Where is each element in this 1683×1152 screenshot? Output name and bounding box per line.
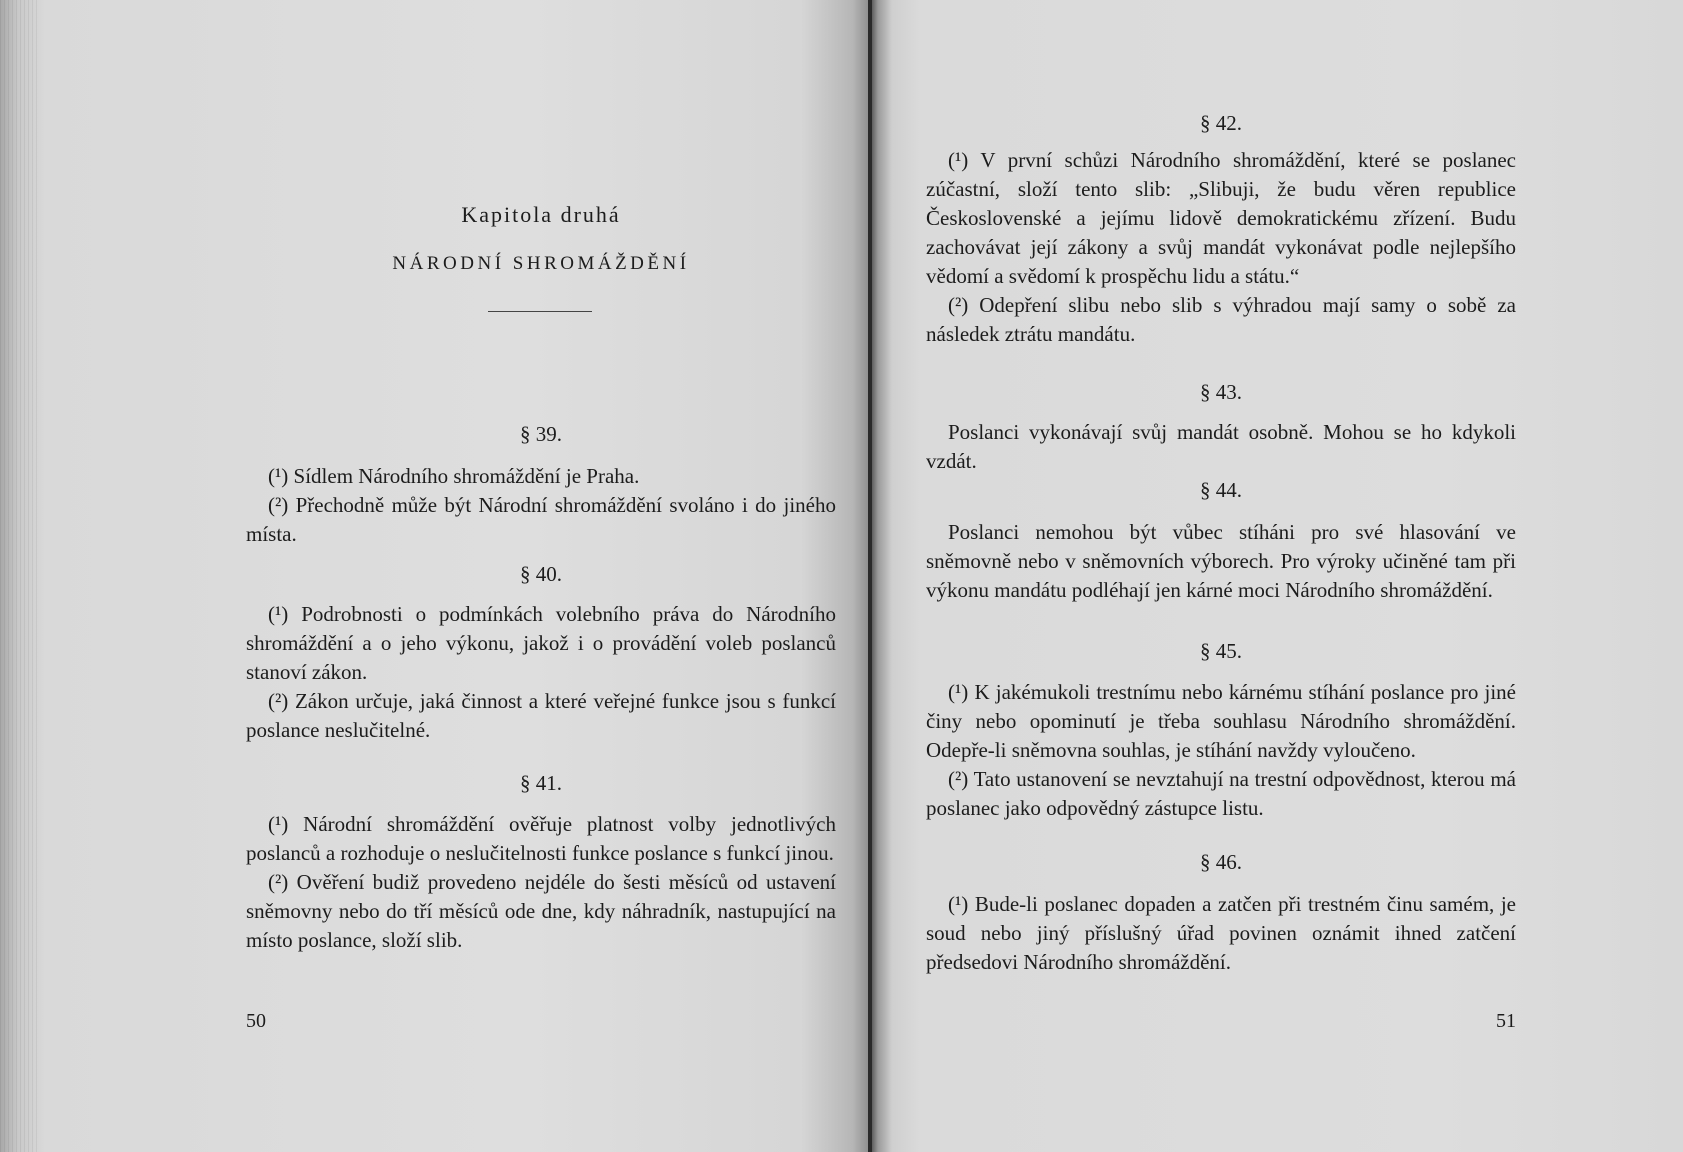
section-43-paragraph-1: Poslanci vykonávají svůj mandát osobně. Mohou se ho kdykoli vzdát. [926, 420, 1516, 473]
section-46-body [926, 890, 1516, 977]
chapter-title: NÁRODNÍ SHROMÁŽDĚNÍ [392, 253, 690, 274]
section-42-paragraph-2: (²) Odepření slibu nebo slib s výhradou mají samy o sobě za následek ztrátu mandátu. [926, 293, 1516, 346]
section-41-paragraph-1: (¹) Národní shromáždění ověřuje platnost volby jednotlivých poslanců a rozhoduje o neslučitelnosti funkce poslance s funkcí jinou. [246, 812, 836, 865]
section-44-paragraph-1: Poslanci nemohou být vůbec stíháni pro své hlasování ve sněmovně nebo v sněmovních výborech. Pro výroky učiněné tam při výkonu mandátu podléhají jen kárné moci Národního shromáždění. [926, 520, 1516, 602]
book-gutter [868, 0, 872, 1152]
section-heading-41: § 41. [520, 771, 562, 795]
section-39-body [246, 462, 836, 549]
section-39-paragraph-2: (²) Přechodně může být Národní shromáždění svoláno i do jiného místa. [246, 493, 836, 546]
section-heading-45: § 45. [1200, 639, 1242, 663]
section-heading-40: § 40. [520, 562, 562, 586]
page-number-right: 51 [1496, 1010, 1516, 1032]
section-44-body [926, 518, 1516, 605]
section-45-paragraph-2: (²) Tato ustanovení se nevztahují na trestní odpovědnost, kterou má poslanec jako odpovědný zástupce listu. [926, 767, 1516, 820]
page-edges-decoration [0, 0, 40, 1152]
section-41-paragraph-2: (²) Ověření budiž provedeno nejdéle do šesti měsíců od ustavení sněmovny nebo do tří měsíců ode dne, kdy náhradník, nastupující na místo poslance, složí slib. [246, 870, 836, 952]
chapter-label: Kapitola druhá [461, 202, 621, 227]
section-heading-44: § 44. [1200, 478, 1242, 502]
section-45-body [926, 678, 1516, 823]
section-40-paragraph-2: (²) Zákon určuje, jaká činnost a které veřejné funkce jsou s funkcí poslance neslučitelné. [246, 689, 836, 742]
page-number-left: 50 [246, 1010, 266, 1032]
chapter-divider [488, 311, 592, 312]
section-40-body [246, 600, 836, 745]
section-45-paragraph-1: (¹) K jakémukoli trestnímu nebo kárnému stíhání poslance pro jiné činy nebo opominutí je třeba souhlasu Národního shromáždění. Odepře-li sněmovna souhlas, je stíhání navždy vyloučeno. [926, 680, 1516, 762]
section-heading-46: § 46. [1200, 850, 1242, 874]
section-heading-42: § 42. [1200, 111, 1242, 135]
section-39-paragraph-1: (¹) Sídlem Národního shromáždění je Praha. [268, 464, 640, 488]
section-40-paragraph-1: (¹) Podrobnosti o podmínkách volebního práva do Národního shromáždění a o jeho výkonu, jakož i o provádění voleb poslanců stanoví zákon. [246, 602, 836, 684]
section-43-body [926, 418, 1516, 476]
section-42-paragraph-1: (¹) V první schůzi Národního shromáždění, které se poslanec zúčastní, složí tento slib: „Slibuji, že budu věren republice Československé a jejímu lidově demokratickému zřízení. Budu zachovávat její zákony a svůj mandát vykonávat podle nejlepšího vědomí a svědomí k prospěchu lidu a státu.“ [926, 148, 1516, 288]
section-41-body [246, 810, 836, 955]
section-46-paragraph-1: (¹) Bude-li poslanec dopaden a zatčen při trestném činu samém, je soud nebo jiný příslušný úřad povinen oznámit ihned zatčení předsedovi Národního shromáždění. [926, 892, 1516, 974]
section-heading-39: § 39. [520, 422, 562, 446]
section-heading-43: § 43. [1200, 380, 1242, 404]
section-42-body [926, 146, 1516, 349]
